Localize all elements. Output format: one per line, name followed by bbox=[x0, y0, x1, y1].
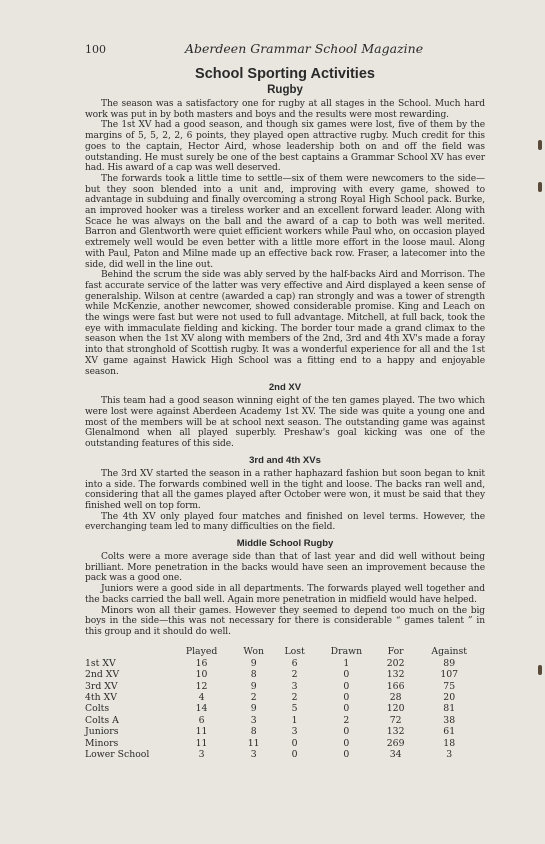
table-cell: 9 bbox=[250, 680, 257, 692]
table-cell: 0 bbox=[343, 692, 350, 703]
table-cell: 11 bbox=[247, 737, 260, 749]
team-cell: Colts bbox=[85, 703, 110, 715]
table-cell: 269 bbox=[386, 737, 405, 749]
table-cell: 132 bbox=[386, 669, 405, 681]
magazine-title: Aberdeen Grammar School Magazine bbox=[185, 41, 424, 56]
table-cell: 0 bbox=[343, 737, 350, 749]
column-header: Lost bbox=[284, 646, 305, 658]
table-cell: 107 bbox=[440, 669, 459, 681]
table-cell: 0 bbox=[291, 737, 298, 749]
table-cell: 14 bbox=[195, 703, 208, 715]
table-cell: 89 bbox=[443, 657, 456, 669]
table-cell: 3 bbox=[198, 748, 205, 760]
paragraph: Colts were a more average side than that of last year and did well without being brilliant. More penetration in the backs would have seen an improvement because the pack was a good one. bbox=[85, 552, 485, 584]
table-cell: 8 bbox=[250, 669, 257, 681]
column-header bbox=[85, 646, 170, 658]
table-cell: 0 bbox=[343, 726, 350, 738]
table-cell: 10 bbox=[195, 669, 208, 681]
paragraph: The 1st XV had a good season, and though six games were lost, five of them by the margins of 5, 5, 2, 2, 6 points, they played open attractive rugby. Much credit for this goes to the captain, Hector Aird, whose leadership both on and off the field was outstanding. He must surely be one of the best captains a Grammar School XV has ever had. His award of a cap was well deserved. bbox=[85, 120, 485, 174]
team-cell: 1st XV bbox=[85, 657, 116, 669]
table-cell: 3 bbox=[250, 748, 257, 760]
table-cell: 72 bbox=[389, 714, 402, 726]
table-row bbox=[85, 737, 485, 748]
rugby-heading: Rugby bbox=[267, 84, 303, 96]
team-cell: Lower School bbox=[85, 748, 150, 760]
binding-mark bbox=[538, 182, 542, 192]
table-cell: 28 bbox=[389, 692, 402, 703]
team-cell: Minors bbox=[85, 737, 119, 749]
table-cell: 1 bbox=[343, 657, 350, 669]
table-row bbox=[85, 715, 485, 726]
paragraph: Minors won all their games. However they seemed to depend too much on the big boys in the side—this was not necessary for there is considerable “ games talent ” in this group and it should do well. bbox=[85, 605, 485, 637]
binding-mark bbox=[538, 140, 542, 150]
table-cell: 11 bbox=[195, 737, 208, 749]
second-xv-section bbox=[85, 382, 485, 450]
third-fourth-heading: 3rd and 4th XVs bbox=[249, 454, 321, 466]
paragraph: The season was a satisfactory one for rugby at all stages in the School. Much hard work was put in by both masters and boys and the results were most rewarding. bbox=[85, 99, 485, 120]
table-cell: 9 bbox=[250, 703, 257, 715]
table-cell: 2 bbox=[250, 692, 257, 703]
binding-mark bbox=[538, 665, 542, 675]
table-cell: 61 bbox=[443, 726, 456, 738]
table-row bbox=[85, 680, 485, 691]
table-cell: 3 bbox=[291, 680, 298, 692]
column-header: For bbox=[387, 646, 404, 658]
middle-school-heading: Middle School Rugby bbox=[236, 538, 334, 550]
table-cell: 9 bbox=[250, 657, 257, 669]
column-header: Played bbox=[185, 646, 218, 658]
table-cell: 6 bbox=[198, 714, 205, 726]
table-cell: 38 bbox=[443, 714, 456, 726]
table-cell: 0 bbox=[343, 748, 350, 760]
table-cell: 18 bbox=[443, 737, 456, 749]
table-cell: 81 bbox=[443, 703, 456, 715]
page-number: 100 bbox=[85, 43, 106, 56]
third-fourth-section bbox=[85, 455, 485, 533]
table-cell: 202 bbox=[386, 657, 405, 669]
paragraph: Behind the scrum the side was ably served by the half-backs Aird and Morrison. The fast accurate service of the latter was very effective and Aird displayed a keen sense of generalship. Wilson at centre (awarded a cap) ran strongly and was a tower of strength while McKenzie, another newcomer, showed considerable promise. King and Leach on the wings were fast but were not used to full advantage. Mitchell, at full back, took the eye with immaculate fielding and kicking. The border tour made a grand climax to the season when the 1st XV along with members of the 2nd, 3rd and 4th XV's made a foray into that stronghold of Scottish rugby. It was a wonderful experience for all and the 1st XV game against Hawick High School was a fitting end to a happy and enjoyable season. bbox=[85, 270, 485, 377]
table-cell: 3 bbox=[446, 748, 453, 760]
table-row bbox=[85, 692, 485, 703]
table-cell: 120 bbox=[386, 703, 405, 715]
table-cell: 2 bbox=[291, 669, 298, 681]
table-cell: 8 bbox=[250, 726, 257, 738]
table-cell: 166 bbox=[386, 680, 405, 692]
table-cell: 132 bbox=[386, 726, 405, 738]
rugby-section bbox=[85, 84, 485, 377]
table-cell: 3 bbox=[291, 726, 298, 738]
table-cell: 2 bbox=[291, 692, 298, 703]
column-header: Won bbox=[243, 646, 264, 658]
page-title: School Sporting Activities bbox=[195, 66, 375, 82]
second-xv-heading: 2nd XV bbox=[268, 382, 302, 394]
team-cell: Juniors bbox=[85, 726, 119, 738]
team-cell: Colts A bbox=[85, 714, 119, 726]
paragraph: Juniors were a good side in all departments. The forwards played well together and the backs carried the ball well. Again more penetration in midfield would have helped. bbox=[85, 584, 485, 605]
table-cell: 6 bbox=[291, 657, 298, 669]
table-cell: 5 bbox=[291, 703, 298, 715]
table-cell: 0 bbox=[343, 680, 350, 692]
results-table bbox=[85, 646, 485, 761]
paragraph: This team had a good season winning eight of the ten games played. The two which were lost were against Aberdeen Academy 1st XV. The side was quite a young one and most of the members will be at school next season. The outstanding game was against Glenalmond when all played superbly. Preshaw's goal kicking was one of the outstanding features of this side. bbox=[85, 396, 485, 450]
table-cell: 12 bbox=[195, 680, 208, 692]
table-row bbox=[85, 658, 485, 669]
table-cell: 2 bbox=[343, 714, 350, 726]
column-header: Against bbox=[431, 646, 468, 658]
column-header: Drawn bbox=[330, 646, 363, 658]
team-cell: 2nd XV bbox=[85, 669, 120, 681]
table-cell: 1 bbox=[291, 714, 298, 726]
table-cell: 0 bbox=[343, 669, 350, 681]
middle-school-section bbox=[85, 538, 485, 638]
table-cell: 3 bbox=[250, 714, 257, 726]
table-cell: 16 bbox=[195, 657, 208, 669]
table-cell: 0 bbox=[291, 748, 298, 760]
table-row bbox=[85, 749, 485, 760]
table-cell: 75 bbox=[443, 680, 456, 692]
table-cell: 4 bbox=[198, 692, 205, 703]
table-header-row bbox=[85, 646, 485, 658]
table-row bbox=[85, 703, 485, 714]
team-cell: 3rd XV bbox=[85, 680, 118, 692]
paragraph: The forwards took a little time to settle—six of them were newcomers to the side—but they soon blended into a unit and, improving with every game, showed to advantage in subduing and finally overcoming a strong Royal High School pack. Burke, an improved hooker was a tireless worker and an excellent forward leader. Along with Scace he was always on the ball and the award of a cap to both was well merited. Barron and Glentworth were quiet efficient workers while Paul who, on occasion played extremely well would be even better with a little more effort in the loose maul. Along with Paul, Paton and Milne made up an effective back row. Fraser, a latecomer into the side, did well in the line out. bbox=[85, 173, 485, 270]
table-cell: 34 bbox=[389, 748, 402, 760]
table-cell: 0 bbox=[343, 703, 350, 715]
magazine-page bbox=[85, 40, 485, 760]
table-row bbox=[85, 669, 485, 680]
table-cell: 20 bbox=[443, 692, 456, 703]
paragraph: The 4th XV only played four matches and finished on level terms. However, the everchanging team led to many difficulties on the field. bbox=[85, 511, 485, 533]
paragraph: The 3rd XV started the season in a rather haphazard fashion but soon began to knit into a side. The forwards combined well in the tight and loose. The backs ran well and, considering that all the games played after October were won, it must be said that they finished well on top form. bbox=[85, 468, 485, 511]
page-header bbox=[85, 40, 485, 60]
team-cell: 4th XV bbox=[85, 692, 117, 703]
results-body bbox=[85, 658, 485, 761]
table-row bbox=[85, 726, 485, 737]
table-cell: 11 bbox=[195, 726, 208, 738]
